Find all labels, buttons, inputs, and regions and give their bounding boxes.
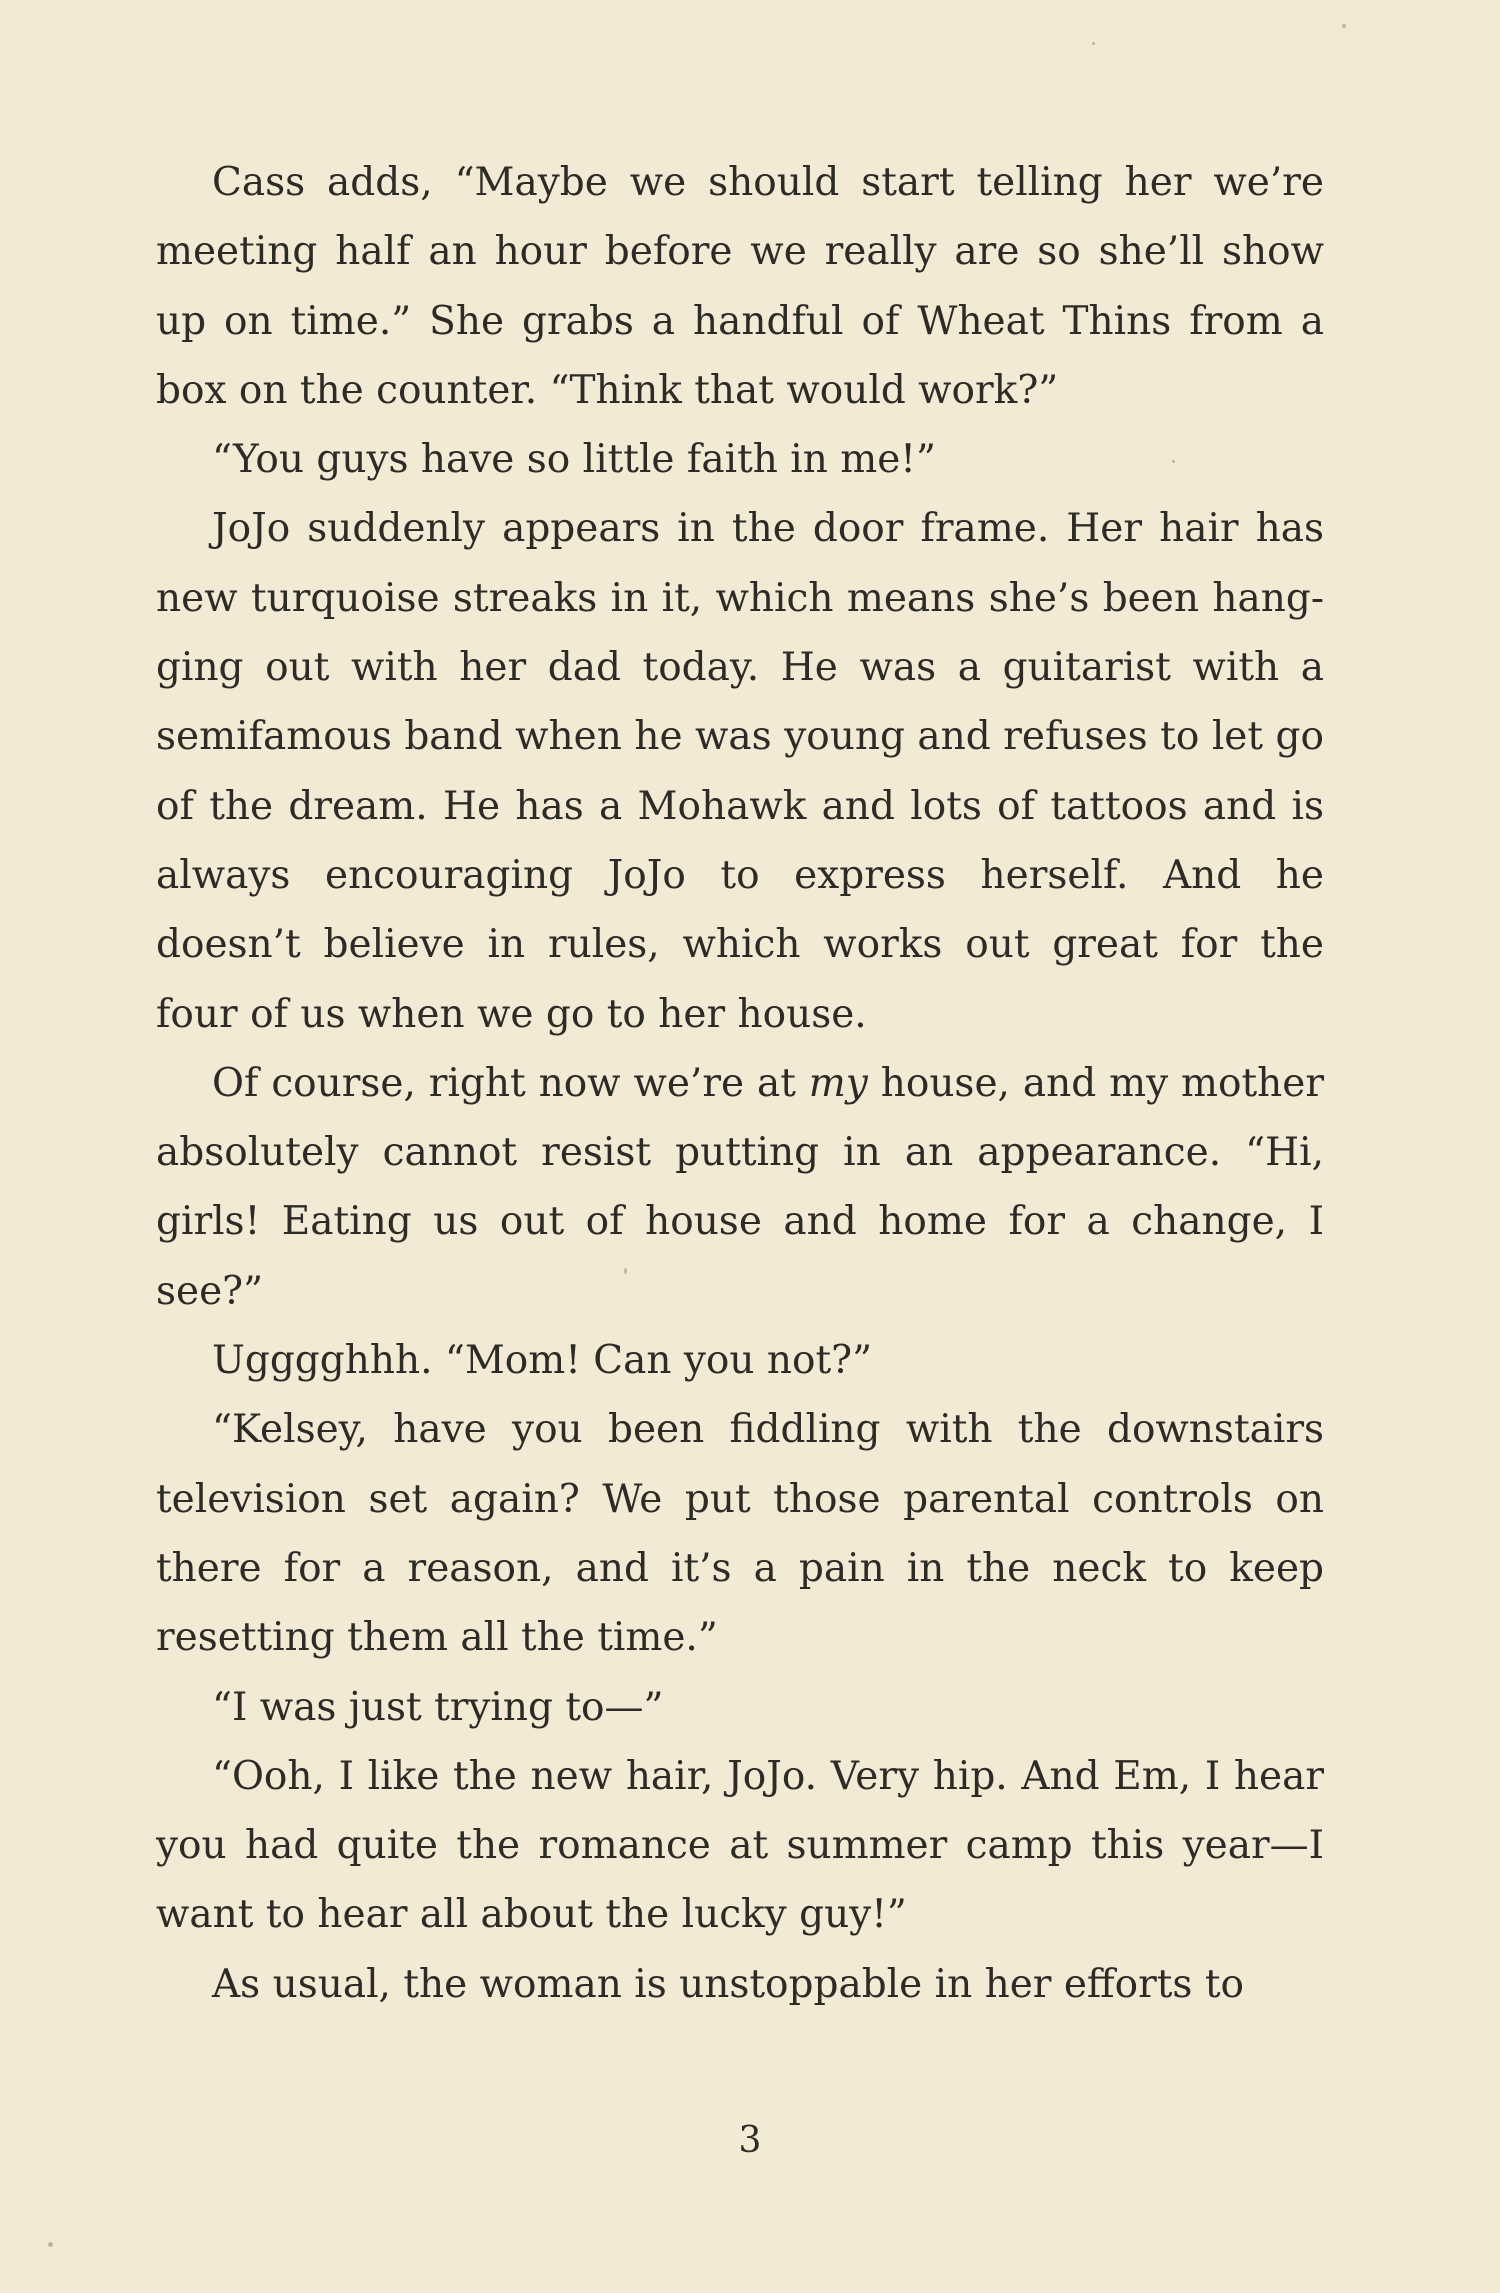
paragraph-new-hair: “Ooh, I like the new hair, JoJo. Very hip. And Em, I hear you had quite the romance at summer camp this year—I want to hear all about the lucky guy!” <box>156 1753 1324 1938</box>
paper-speck <box>1092 42 1095 45</box>
paper-speck <box>1342 24 1346 28</box>
paragraph-my-house <box>156 1049 1324 1326</box>
page-number: 3 <box>738 2120 762 2161</box>
paragraph-my-house-after: house, and my mother absolutely cannot resist putting in an appearance. “Hi, girls! Eating us out of house and home for a change, I see?” <box>156 1060 1324 1314</box>
body-text <box>156 148 1324 2019</box>
paper-speck <box>48 2242 53 2247</box>
paragraph-jojo-appears: JoJo suddenly appears in the door frame. Her hair has new turquoise streaks in it, which means she’s been hangging out with her dad today. He was a guitarist with a semifamous band when he was young and refuses to let go of the dream. He has a Mohawk and lots of tattoos and is always encouraging JoJo to express herself. And he doesn’t believe in rules, which works out great for the four of us when we go to her house. <box>156 506 1324 1037</box>
paragraph-my-house-before: Of course, right now we’re at <box>212 1060 809 1106</box>
paragraph-just-trying: “I was just trying to—” <box>212 1684 664 1730</box>
paragraph-as-usual: As usual, the woman is unstoppable in her efforts to <box>212 1961 1244 2007</box>
paper-speck <box>624 1268 627 1274</box>
emphasis-my: my <box>808 1060 868 1106</box>
paragraph-cass-adds: Cass adds, “Maybe we should start telling her we’re meeting half an hour before we really are so she’ll show up on time.” She grabs a handful of Wheat Thins from a box on the counter. “Think that would work?” <box>156 160 1324 413</box>
paragraph-ugggghhh: Ugggghhh. “Mom! Can you not?” <box>212 1338 873 1384</box>
paragraph-kelsey-fiddling: “Kelsey, have you been fiddling with the downstairs television set again? We put those parental controls on there for a reason, and it’s a pain in the neck to keep resetting them all the time.” <box>156 1407 1324 1661</box>
paper-speck <box>1172 460 1175 463</box>
paragraph-little-faith: “You guys have so little faith in me!” <box>212 437 936 483</box>
